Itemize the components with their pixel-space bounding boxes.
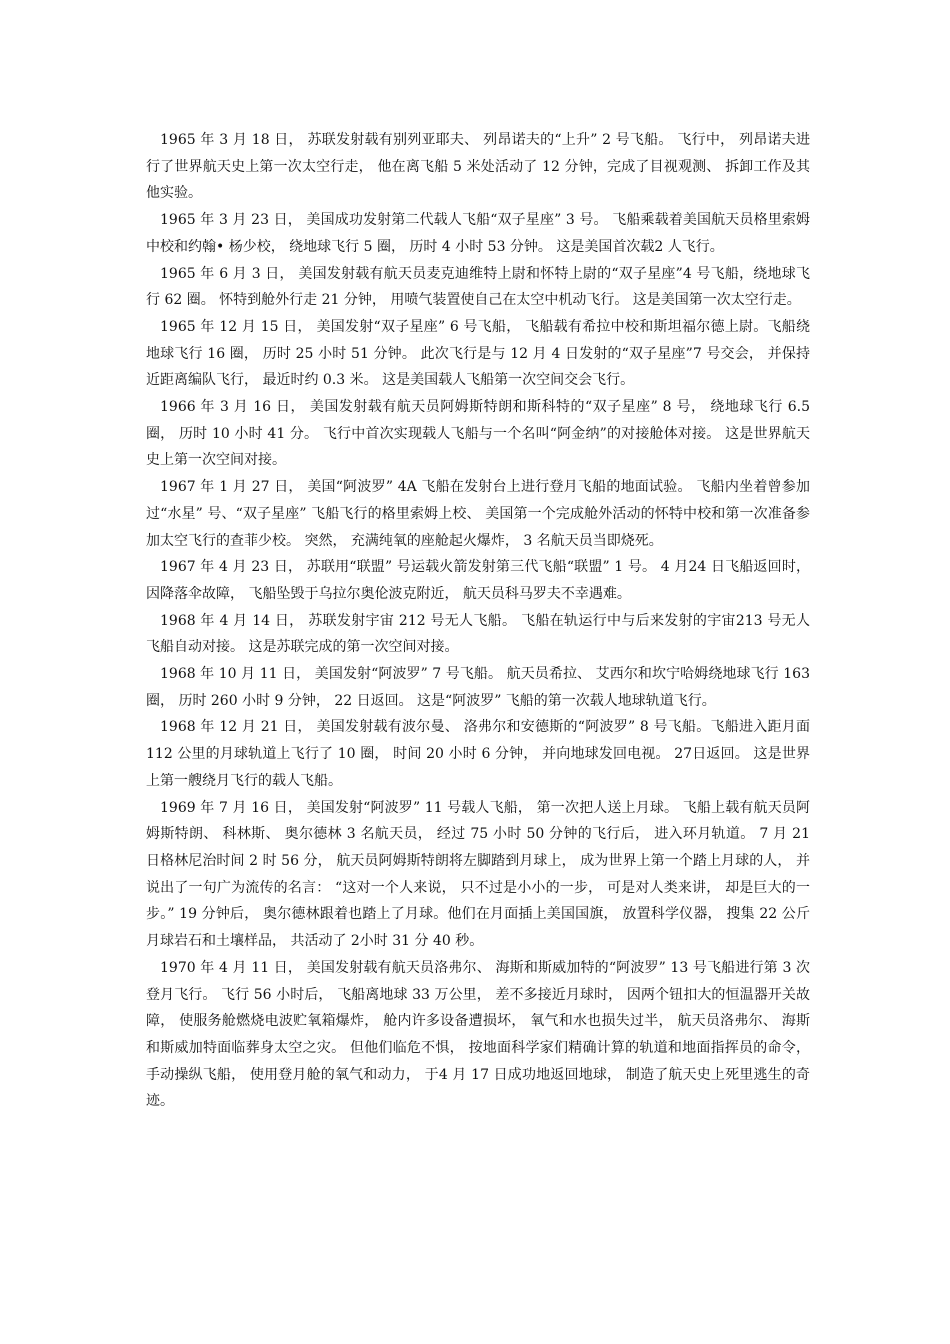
paragraph-gemini-6: 1965 年 12 月 15 日， 美国发射“双子星座” 6 号飞船， 飞船载有希拉中校和斯坦福尔德上尉。飞船绕地球飞行 16 圈， 历时 25 小时 51 分钟。 此次飞行是与 12 月 4 日发射的“双子星座”7 号交会， 并保持近距离编队飞行， 最近时约 0.3 米。 这是美国载人飞船第一次空间交会飞行。 [146, 318, 810, 389]
paragraph-apollo-4a: 1967 年 1 月 27 日， 美国“阿波罗” 4A 飞船在发射台上进行登月飞船的地面试验。 飞船内坐着曾参加过“水星” 号、“双子星座” 飞船飞行的格里索姆上校、 美国第一个完成舱外活动的怀特中校和第一次准备参加太空飞行的查菲少校。 突然， 充满纯氧的座舱起火爆炸， 3 名航天员当即烧死。 [146, 479, 810, 549]
paragraph-gemini-8: 1966 年 3 月 16 日， 美国发射载有航天员阿姆斯特朗和斯科特的“双子星座” 8 号， 绕地球飞行 6.5 圈， 历时 10 小时 41 分。 飞行中首次实现载人飞船与一个名叫“阿金纳”的对接舱体对接。 这是世界航天史上第一次空间对接。 [146, 399, 810, 469]
paragraph-kosmos-212: 1968 年 4 月 14 日， 苏联发射宇宙 212 号无人飞船。 飞船在轨运行中与后来发射的宇宙213 号无人飞船自动对接。 这是苏联完成的第一次空间对接。 [146, 612, 810, 656]
paragraph-apollo-13: 1970 年 4 月 11 日， 美国发射载有航天员洛弗尔、 海斯和斯威加特的“阿波罗” 13 号飞船进行第 3 次登月飞行。 飞行 56 小时后， 飞船离地球 33 万公里， 差不多接近月球时， 因两个钮扣大的恒温器开关故障， 使服务舱燃烧电波贮氧箱爆炸， 舱内许多设备遭损坏， 氧气和水也损失过半， 航天员洛弗尔、 海斯和斯威加特面临葬身太空之灾。 但他们临危不惧， 按地面科学家们精确计算的轨道和地面指挥员的命令， 手动操纵飞船， 使用登月舱的氧气和动力， 于4 月 17 日成功地返回地球， 制造了航天史上死里逃生的奇迹。 [146, 959, 810, 1110]
paragraph-apollo-11: 1969 年 7 月 16 日， 美国发射“阿波罗” 11 号载人飞船， 第一次把人送上月球。 飞船上载有航天员阿姆斯特朗、 科林斯、 奥尔德林 3 名航天员， 经过 75 小时 50 分钟的飞行后， 进入环月轨道。 7 月 21 日格林尼治时间 2 时 56 分， 航天员阿姆斯特朗将左脚踏到月球上， 成为世界上第一个踏上月球的人， 并说出了一句广为流传的名言： “这对一个人来说， 只不过是小小的一步， 可是对人类来讲， 却是巨大的一步。” 19 分钟后， 奥尔德林跟着也踏上了月球。他们在月面插上美国国旗， 放置科学仪器， 搜集 22 公斤月球岩石和土壤样品， 共活动了 2小时 31 分 40 秒。 [146, 799, 810, 950]
paragraph-gemini-4: 1965 年 6 月 3 日， 美国发射载有航天员麦克迪维特上尉和怀特上尉的“双子星座”4 号飞船，绕地球飞行 62 圈。 怀特到舱外行走 21 分钟， 用喷气装置使自己在太空中机动飞行。 这是美国第一次太空行走。 [146, 265, 810, 309]
paragraph-apollo-8: 1968 年 12 月 21 日， 美国发射载有波尔曼、 洛弗尔和安德斯的“阿波罗” 8 号飞船。飞船进入距月面 112 公里的月球轨道上飞行了 10 圈， 时间 20 小时 6 分钟， 并向地球发回电视。 27日返回。 这是世界上第一艘绕月飞行的载人飞船。 [146, 719, 810, 789]
paragraph-apollo-7: 1968 年 10 月 11 日， 美国发射“阿波罗” 7 号飞船。 航天员希拉、 艾西尔和坎宁哈姆绕地球飞行 163 圈， 历时 260 小时 9 分钟， 22 日返回。 这是“阿波罗” 飞船的第一次载人地球轨道飞行。 [146, 666, 810, 709]
paragraph-gemini-3: 1965 年 3 月 23 日， 美国成功发射第二代载人飞船“双子星座” 3 号。 飞船乘载着美国航天员格里索姆中校和约翰• 杨少校， 绕地球飞行 5 圈， 历时 4 小时 53 分钟。 这是美国首次载2 人飞行。 [146, 212, 810, 255]
paragraph-voskhod-2: 1965 年 3 月 18 日， 苏联发射载有别列亚耶夫、 列昂诺夫的“上升” 2 号飞船。 飞行中， 列昂诺夫进行了世界航天史上第一次太空行走， 他在离飞船 5 米处活动了 12 分钟，完成了目视观测、 拆卸工作及其他实验。 [146, 132, 810, 202]
document-body [146, 127, 810, 1115]
paragraph-soyuz-1: 1967 年 4 月 23 日， 苏联用“联盟” 号运载火箭发射第三代飞船“联盟” 1 号。 4 月24 日飞船返回时， 因降落伞故障， 飞船坠毁于乌拉尔奥伦波克附近， 航天员科马罗夫不幸遇难。 [146, 559, 810, 602]
